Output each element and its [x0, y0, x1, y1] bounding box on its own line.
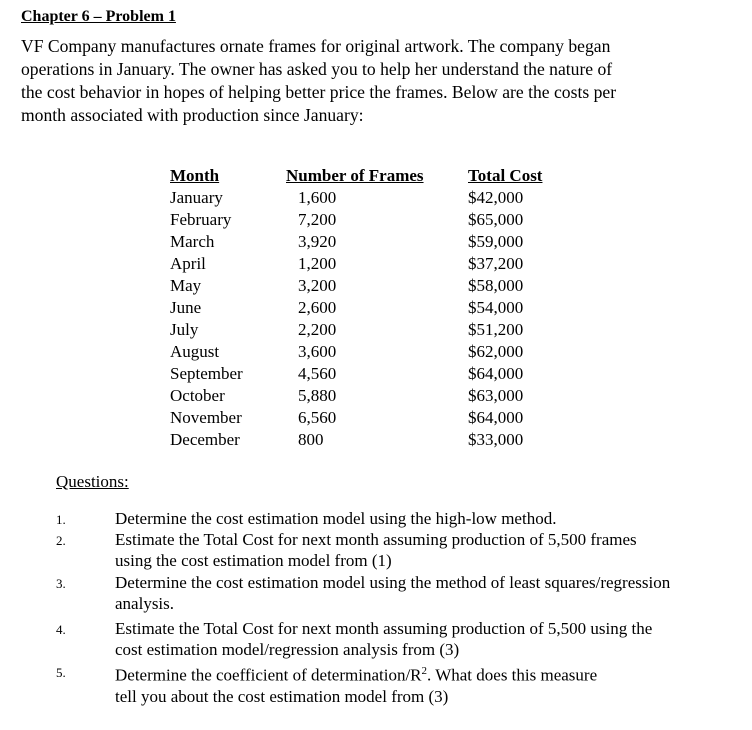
month-cell: February: [170, 210, 232, 229]
frames-cell: 2,200: [298, 320, 337, 339]
table-row: [170, 275, 558, 297]
question-line: [115, 661, 750, 686]
superscript-two: 2: [421, 665, 428, 677]
month-cell: August: [170, 342, 220, 361]
column-header-month: Month: [170, 166, 220, 185]
month-cell: November: [170, 408, 242, 427]
question-number: 2.: [56, 533, 66, 548]
question-text: [115, 529, 750, 571]
total-cost-cell: $62,000: [468, 342, 524, 361]
frames-cell: 5,880: [298, 386, 337, 405]
frames-cell: 4,560: [298, 364, 337, 383]
table-row: [170, 407, 558, 429]
total-cost-cell: $42,000: [468, 188, 524, 207]
question-line: Determine the cost estimation model using the method of least squares/regression: [115, 573, 671, 592]
frames-cell: 1,600: [298, 188, 337, 207]
total-cost-cell: $64,000: [468, 364, 524, 383]
frames-cell: 1,200: [298, 254, 337, 273]
question-number: 1.: [56, 512, 66, 527]
table-row: [170, 297, 558, 319]
total-cost-cell: $54,000: [468, 298, 524, 317]
intro-line: VF Company manufactures ornate frames for original artwork. The company began: [21, 36, 611, 56]
total-cost-cell: $58,000: [468, 276, 524, 295]
question-line: Determine the cost estimation model using the high-low method.: [115, 509, 557, 528]
question-line-part: . What does this measure: [427, 665, 598, 685]
total-cost-cell: $37,200: [468, 254, 524, 273]
questions-heading: Questions:: [56, 472, 129, 491]
table-row: [170, 187, 558, 209]
question-line: analysis.: [115, 594, 175, 613]
question-text: [115, 572, 750, 614]
question-line: tell you about the cost estimation model from (3): [115, 686, 449, 706]
intro-line: operations in January. The owner has asked you to help her understand the nature of: [21, 59, 613, 79]
month-cell: September: [170, 364, 243, 383]
month-cell: April: [170, 254, 206, 273]
month-cell: July: [170, 320, 199, 339]
month-cell: October: [170, 386, 225, 405]
question-number: 4.: [56, 622, 66, 637]
frames-cell: 3,920: [298, 232, 337, 251]
table-row: [170, 341, 558, 363]
month-cell: June: [170, 298, 202, 317]
table-row: [170, 319, 558, 341]
total-cost-cell: $59,000: [468, 232, 524, 251]
total-cost-cell: $63,000: [468, 386, 524, 405]
question-text: [115, 618, 750, 660]
question-number: 3.: [56, 576, 66, 591]
total-cost-cell: $51,200: [468, 320, 524, 339]
table-row: [170, 429, 558, 451]
table-row: [170, 231, 558, 253]
question-text: [115, 661, 750, 707]
table-row: [170, 363, 558, 385]
frames-cell: 2,600: [298, 298, 337, 317]
frames-cell: 800: [298, 430, 324, 449]
total-cost-cell: $65,000: [468, 210, 524, 229]
question-text: [115, 508, 750, 529]
question-line: Estimate the Total Cost for next month assuming production of 5,500 frames: [115, 530, 637, 549]
month-cell: January: [170, 188, 223, 207]
intro-line: month associated with production since January:: [21, 105, 364, 125]
table-row: [170, 253, 558, 275]
table-row: [170, 385, 558, 407]
frames-cell: 3,600: [298, 342, 337, 361]
frames-cell: 6,560: [298, 408, 337, 427]
table-row: [170, 209, 558, 231]
column-header-total-cost: Total Cost: [468, 166, 543, 185]
question-line: cost estimation model/regression analysis from (3): [115, 640, 460, 659]
month-cell: May: [170, 276, 202, 295]
question-line-part: Determine the coefficient of determination/R: [115, 665, 422, 685]
total-cost-cell: $33,000: [468, 430, 524, 449]
page-title: Chapter 6 – Problem 1: [21, 8, 176, 25]
month-cell: March: [170, 232, 215, 251]
intro-paragraph: [21, 35, 711, 127]
table-header-row: [170, 165, 558, 187]
frames-cell: 7,200: [298, 210, 337, 229]
question-line: using the cost estimation model from (1): [115, 551, 392, 570]
frames-cell: 3,200: [298, 276, 337, 295]
total-cost-cell: $64,000: [468, 408, 524, 427]
question-number: 5.: [56, 665, 66, 680]
cost-table: [170, 165, 558, 451]
question-line: Estimate the Total Cost for next month assuming production of 5,500 using the: [115, 619, 653, 638]
month-cell: December: [170, 430, 240, 449]
column-header-frames: Number of Frames: [286, 166, 424, 185]
intro-line: the cost behavior in hopes of helping better price the frames. Below are the costs per: [21, 82, 617, 102]
